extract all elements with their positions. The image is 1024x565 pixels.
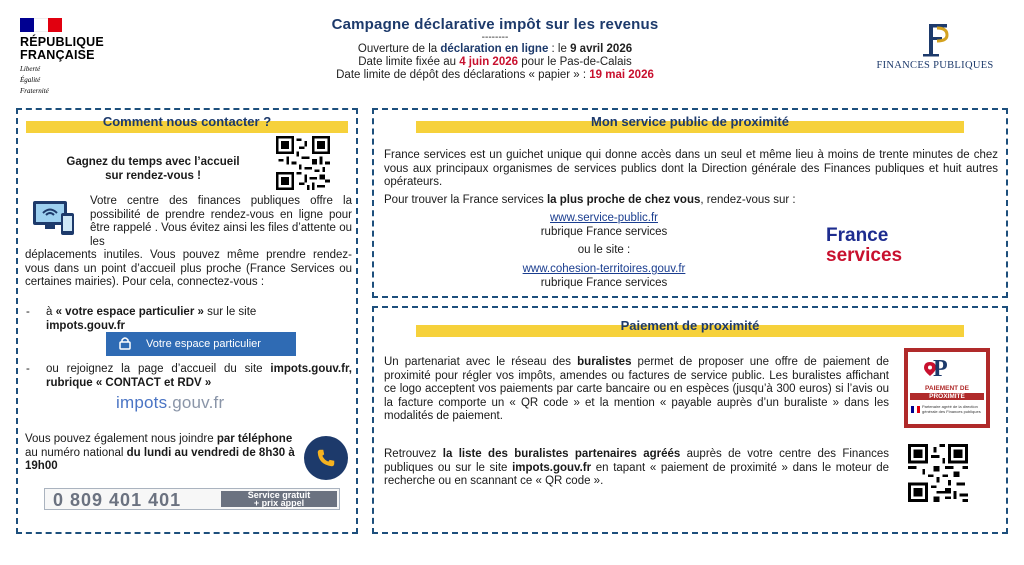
- badge-line: PROXIMITÉ: [910, 393, 984, 400]
- or-site-label: ou le site :: [577, 244, 631, 256]
- link-block-1: [504, 212, 704, 239]
- bullet-contact-rdv: [46, 363, 352, 390]
- opening-date-line: [270, 43, 720, 56]
- paiement-paragraph-1: [384, 356, 889, 424]
- qr-code-icon[interactable]: [276, 136, 330, 190]
- rdv-paragraph-intro: Votre centre des finances publiques offre la possibilité de prendre rendez-vous en ligne pour être rappelé . Vous évitez ainsi les files d’attente ou les: [90, 195, 352, 248]
- logo-line: France: [826, 225, 889, 246]
- republique-francaise-logo: [20, 18, 130, 95]
- rubrique-label: rubrique France services: [540, 276, 668, 289]
- text-fragment: déclaration en ligne: [440, 43, 549, 55]
- contact-title: Comment nous contacter ?: [102, 114, 272, 129]
- text-fragment: impots.gouv.fr, rubrique « CONTACT et RDV »: [46, 363, 352, 389]
- rdv-heading-line: Gagnez du temps avec l’accueil: [66, 156, 240, 168]
- service-public-title: Mon service public de proximité: [591, 114, 789, 129]
- text-fragment: pour le Pas-de-Calais: [518, 56, 632, 68]
- text-fragment: buralistes: [577, 356, 632, 368]
- france-services-description: France services est un guichet unique qui donne accès dans un seul et même lieu à moins de trente minutes de chez vous aux principaux organismes de services publics dont la Direction générale des Finances publiques et huit autres opérateurs.: [384, 149, 998, 188]
- text-fragment: Ouverture de la: [357, 43, 441, 55]
- link-block-2: [484, 263, 724, 290]
- finances-publiques-label: FINANCES PUBLIQUES: [876, 60, 994, 71]
- rdv-paragraph-rest: déplacements inutiles. Vous pouvez même prendre rendez-vous dans un point d’accueil plus proche (France Services ou certaines mairies). Pour cela, connectez-vous :: [25, 249, 352, 288]
- finances-publiques-logo: [860, 22, 1010, 71]
- motto-fraternite: Fraternité: [20, 87, 49, 95]
- marianne-flag-icon: [20, 18, 62, 32]
- impots-gouv-logo[interactable]: [116, 393, 224, 413]
- text-fragment: du lundi au vendredi de 8h30 à 19h00: [25, 446, 295, 472]
- bullet-espace-particulier: [46, 306, 352, 333]
- espace-particulier-button[interactable]: [106, 332, 296, 356]
- text-fragment: impots: [116, 393, 168, 412]
- phone-tag-line: Service gratuit: [247, 490, 311, 500]
- rdv-heading-line: sur rendez-vous !: [105, 169, 201, 182]
- text-fragment: Vous pouvez également nous joindre: [25, 433, 217, 445]
- text-fragment: par téléphone: [216, 433, 293, 445]
- deadline-online-line: [270, 56, 720, 69]
- paiement-panel: [372, 306, 1008, 534]
- france-services-logo: [826, 226, 902, 266]
- text-fragment: au numéro national: [25, 446, 127, 459]
- deadline-paper: 19 mai 2026: [589, 69, 654, 81]
- text-fragment: Date limite de dépôt des déclarations « papier » :: [336, 69, 590, 81]
- motto-liberte: Liberté: [20, 65, 41, 73]
- service-public-panel: [372, 108, 1008, 298]
- rubrique-label: rubrique France services: [540, 225, 668, 238]
- text-fragment: auprès de votre centre des Finances publiques ou sur le site: [384, 448, 890, 474]
- text-fragment: Retrouvez: [384, 448, 443, 460]
- badge-small-text: Partenaire agréé de la direction générale des Finances publiques: [922, 404, 981, 414]
- republique-label: RÉPUBLIQUE: [20, 35, 104, 49]
- text-fragment: .gouv.fr: [167, 393, 225, 412]
- service-public-link[interactable]: www.service-public.fr: [550, 212, 658, 224]
- qr-code-icon[interactable]: [908, 444, 968, 502]
- badge-letter: P: [933, 356, 948, 382]
- text-fragment: Un partenariat avec le réseau des: [384, 356, 578, 368]
- bullet-dash: -: [26, 363, 30, 375]
- rdv-heading: [38, 156, 268, 183]
- text-fragment: Date limite fixée au: [358, 56, 460, 68]
- bullet-dash: -: [26, 306, 30, 318]
- phone-number: 0 809 401 401: [53, 490, 182, 510]
- motto-egalite: Égalité: [20, 76, 41, 84]
- text-fragment: ou rejoignez la page d’accueil du site: [46, 363, 271, 375]
- device-icon: [31, 197, 77, 237]
- phone-paragraph: [25, 433, 297, 474]
- text-fragment: à: [46, 306, 56, 318]
- text-fragment: en tapant « paiement de proximité » dans le moteur de recherche ou en scannant ce « QR code ».: [384, 461, 889, 487]
- france-services-find: [384, 194, 998, 208]
- text-fragment: impots.gouv.fr: [512, 461, 592, 474]
- text-fragment: la plus proche de chez vous: [546, 194, 701, 206]
- phone-number-bar[interactable]: [44, 488, 340, 510]
- badge-text: [910, 385, 984, 400]
- phone-tag: [221, 491, 337, 507]
- text-fragment: , rendez-vous sur :: [700, 194, 796, 206]
- logo-line: services: [826, 245, 903, 266]
- badge-line: PAIEMENT DE: [925, 385, 969, 392]
- text-fragment: sur le site: [203, 306, 257, 318]
- paiement-title: Paiement de proximité: [620, 318, 760, 333]
- badge-flag-icon: [911, 406, 920, 413]
- paiement-paragraph-2: [384, 448, 889, 489]
- text-fragment: permet de proposer une offre de paiement de proximité pour régler vos impôts, amendes ou factures de service public. Les buralistes affichant ce logo acceptent vos paiements par carte bancaire ou en espèces (jusqu’à 300 euros) si l’avis ou la facture comporte un « QR code » et la mention « payable auprès d’un buraliste » dans les modalités de paiement.: [384, 356, 889, 422]
- header-info: [270, 16, 720, 82]
- deadline-paper-line: [270, 69, 720, 82]
- paiement-proximite-badge: [904, 348, 990, 428]
- page-title: Campagne déclarative impôt sur les revenus: [331, 16, 659, 33]
- lock-icon: [118, 336, 132, 353]
- opening-date: 9 avril 2026: [570, 43, 633, 55]
- phone-tag-line: + prix appel: [253, 498, 305, 508]
- text-fragment: : le: [548, 43, 571, 55]
- text-fragment: impots.gouv.fr: [46, 319, 126, 332]
- badge-inner: [908, 352, 986, 424]
- francaise-label: FRANÇAISE: [20, 48, 95, 62]
- deadline-online: 4 juin 2026: [459, 56, 519, 68]
- espace-particulier-label: Votre espace particulier: [146, 338, 261, 350]
- text-fragment: la liste des buralistes partenaires agréés: [442, 448, 681, 460]
- contact-panel: [16, 108, 358, 534]
- text-fragment: « votre espace particulier »: [55, 306, 204, 318]
- text-fragment: Pour trouver la France services: [384, 194, 547, 206]
- cohesion-territoires-link[interactable]: www.cohesion-territoires.gouv.fr: [522, 263, 686, 275]
- header-separator: --------: [481, 32, 509, 43]
- phone-icon[interactable]: [304, 436, 348, 480]
- finances-publiques-icon: [915, 22, 955, 58]
